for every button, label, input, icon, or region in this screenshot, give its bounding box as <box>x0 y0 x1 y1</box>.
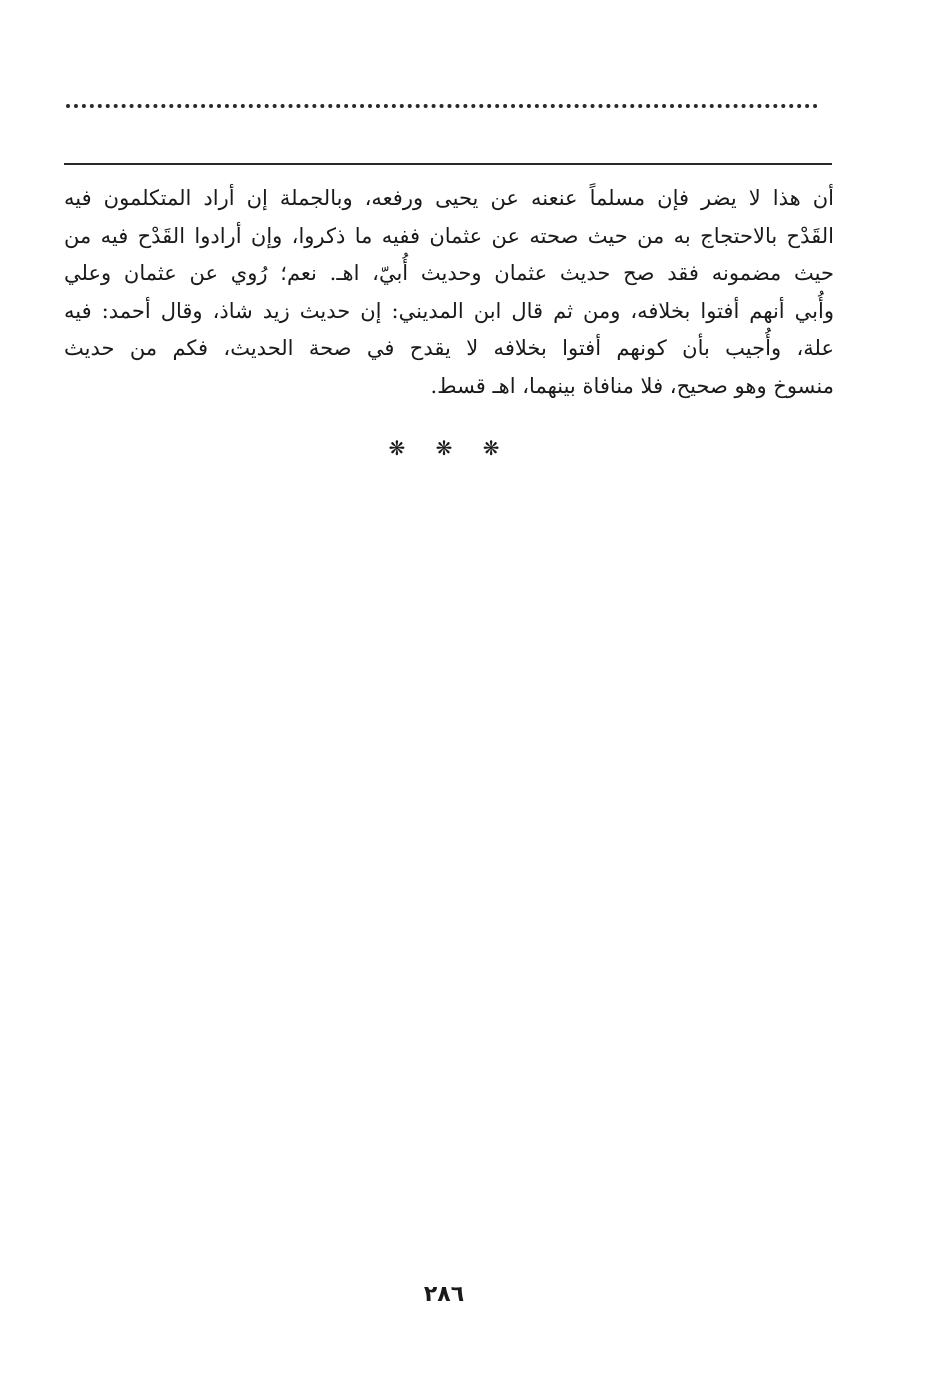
page-number: ٢٨٦ <box>423 1282 465 1307</box>
asterism-separator <box>0 436 888 460</box>
footnote-line: القَدْح بالاحتجاج به من حيث صحته عن عثمان ففيه ما ذكروا، وإن أرادوا القَدْح فيه من <box>64 223 834 248</box>
dotted-separator-line <box>66 104 818 108</box>
footnote-rule <box>64 163 832 165</box>
asterisk-ornament-icon: ❋ <box>482 436 500 460</box>
footnote-line: منسوخ وهو صحيح، فلا منافاة بينهما، اهـ قسط. <box>430 373 834 398</box>
footnote-line: أن هذا لا يضر فإن مسلماً عنعنه عن يحيى ورفعه، وبالجملة إن أراد المتكلمون فيه <box>64 186 834 210</box>
footnote-line: علة، وأُجيب بأن كونهم أفتوا بخلافه لا يقدح في صحة الحديث، فكم من حديث <box>64 336 834 360</box>
footnote-text <box>64 180 834 405</box>
footnote-line: حيث مضمونه فقد صح حديث عثمان وحديث أُبيّ، اهـ. نعم؛ رُوي عن عثمان وعلي <box>64 261 834 285</box>
asterisk-ornament-icon: ❋ <box>388 436 406 460</box>
asterisk-ornament-icon: ❋ <box>435 436 453 460</box>
footnote-line: وأُبي أنهم أفتوا بخلافه، ومن ثم قال ابن المديني: إن حديث زيد شاذ، وقال أحمد: فيه <box>64 298 834 323</box>
